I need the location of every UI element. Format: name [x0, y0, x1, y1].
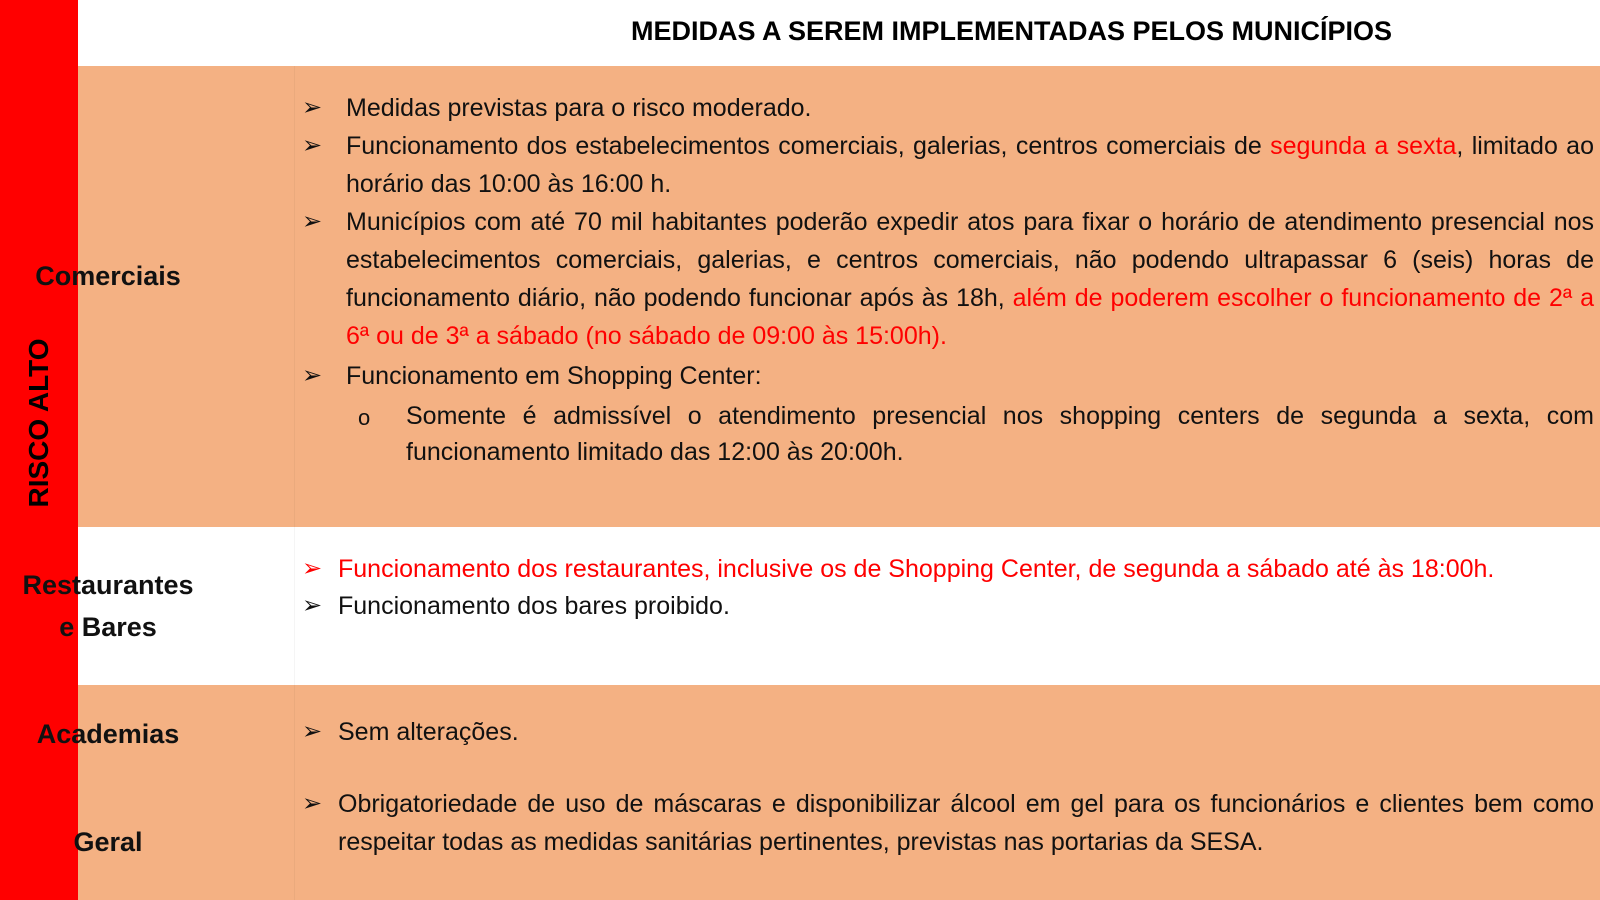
- arrow-bullet-icon: ➢: [302, 132, 323, 159]
- highlight-text: segunda a sexta: [1270, 132, 1457, 160]
- risk-level-sidebar: [0, 0, 78, 900]
- page-title-bar: [78, 0, 1600, 66]
- list-item: [292, 550, 1594, 588]
- list-item: ➢ Medidas previstas para o risco moderado.: [292, 89, 1594, 127]
- list-item: ➢ Municípios com até 70 mil habitantes poderão expedir atos para fixar o horário de atendimento presencial nos estabelecimentos comerciais, galerias, e centros comerciais, não podendo ultrapassar 6 (seis) horas de funcionamento diário, não podendo funcionar após às 18h, além de poderem escolher o funcionamento de 2ª a 6ª ou de 3ª a sábado (no sábado de 09:00 às 15:00h).: [292, 203, 1594, 355]
- page-title: MEDIDAS A SEREM IMPLEMENTADAS PELOS MUNICÍPIOS: [631, 16, 1393, 46]
- highlight-text: além de poderem escolher o funcionamento de 2ª a 6ª ou de 3ª a sábado (no sábado de 09:00 às 15:00h).: [346, 284, 1594, 350]
- highlight-text: Funcionamento dos restaurantes, inclusive os de Shopping Center, de segunda a sábado até às 18:00h.: [338, 555, 1495, 583]
- arrow-bullet-icon: ➢: [302, 555, 323, 582]
- arrow-bullet-icon: ➢: [302, 94, 323, 121]
- arrow-bullet-icon: ➢: [302, 208, 323, 235]
- arrow-bullet-icon: ➢: [302, 362, 323, 389]
- list-item: ➢ Sem alterações.: [292, 713, 1594, 751]
- list-item: ➢ Obrigatoriedade de uso de máscaras e disponibilizar álcool em gel para os funcionários e clientes bem como respeitar todas as medidas sanitárias pertinentes, previstas nas portarias da SESA.: [292, 785, 1594, 861]
- section-label-geral: Geral: [73, 827, 143, 857]
- risk-level-label: RISCO ALTO: [23, 338, 54, 508]
- list-item: ➢ Funcionamento dos bares proibido.: [292, 587, 1594, 625]
- sub-list-item: o Somente é admissível o atendimento presencial nos shopping centers de segunda a sexta, com funcionamento limitado das 12:00 às 20:00h.: [358, 402, 1594, 466]
- section-label-academias: Academias: [36, 719, 180, 749]
- arrow-bullet-icon: ➢: [302, 718, 323, 745]
- arrow-bullet-icon: ➢: [302, 790, 323, 817]
- section-label-comerciais: Comerciais: [35, 261, 181, 291]
- circle-bullet-icon: o: [358, 405, 371, 430]
- list-item: ➢ Funcionamento dos estabelecimentos comerciais, galerias, centros comerciais de segunda a sexta, limitado ao horário das 10:00 às 16:00 h.: [292, 127, 1594, 203]
- section-label-restaurantes: Restaurantes e Bares: [22, 570, 194, 642]
- list-item: ➢ Funcionamento em Shopping Center:: [292, 357, 1594, 395]
- arrow-bullet-icon: ➢: [302, 592, 323, 619]
